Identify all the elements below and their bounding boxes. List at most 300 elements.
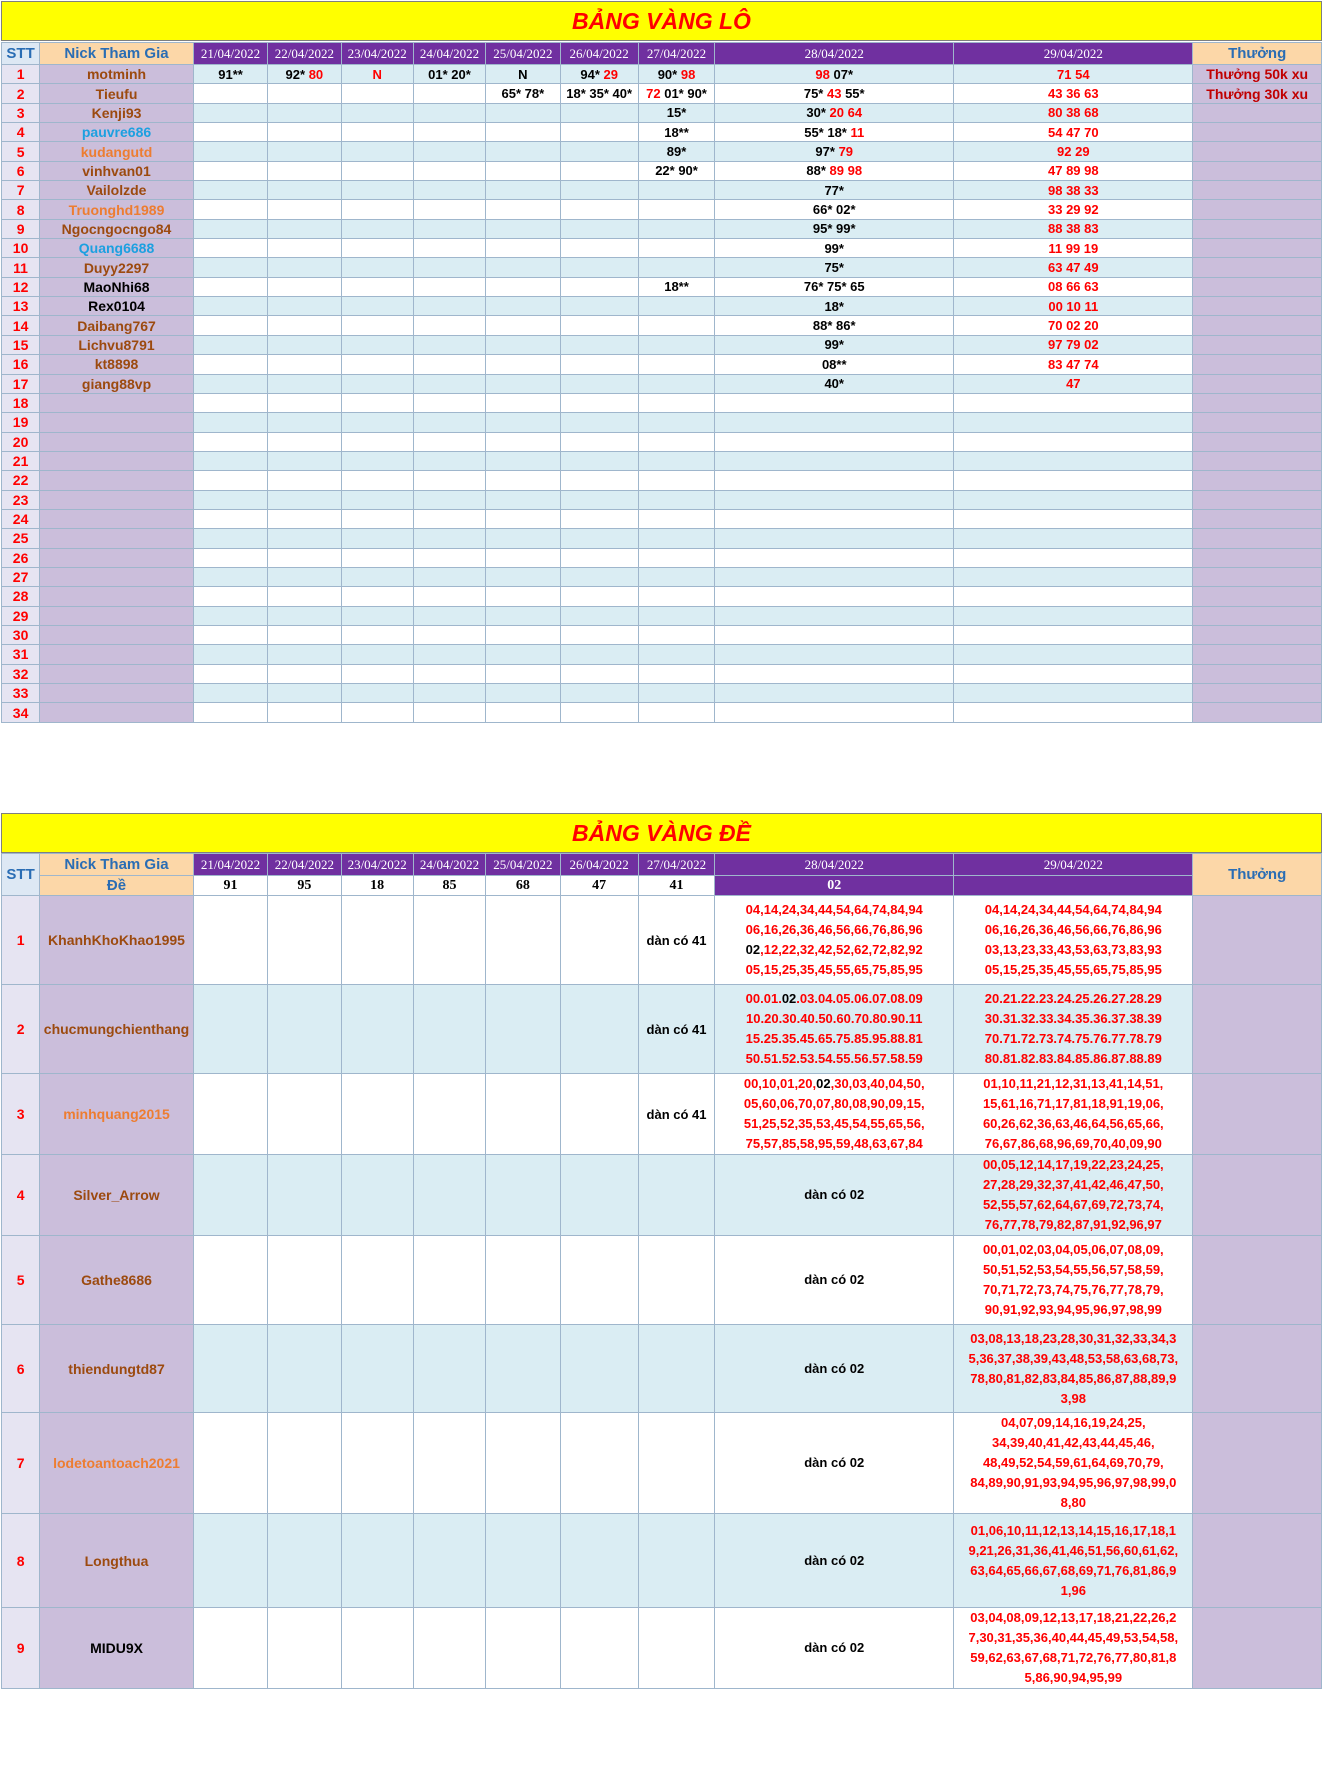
player-nick[interactable]: minhquang2015 xyxy=(40,1074,194,1155)
table-row xyxy=(2,219,1322,238)
cell-value: 76* 75* 65 xyxy=(803,279,865,295)
pick-cell xyxy=(486,1155,560,1236)
cell-value: 89* xyxy=(666,144,687,160)
pick-cell xyxy=(715,103,954,122)
player-nick[interactable] xyxy=(40,413,194,432)
pick-cell xyxy=(638,664,714,683)
player-nick[interactable]: Kenji93 xyxy=(40,103,194,122)
player-nick[interactable]: KhanhKhoKhao1995 xyxy=(40,896,194,985)
player-nick[interactable]: Daibang767 xyxy=(40,316,194,335)
pick-cell xyxy=(954,355,1193,374)
pick-cell xyxy=(560,587,638,606)
pick-cell xyxy=(341,1236,413,1325)
row-number: 14 xyxy=(2,316,40,335)
cell-value: 80 xyxy=(308,66,324,82)
player-nick[interactable]: Quang6688 xyxy=(40,239,194,258)
pick-cell xyxy=(341,413,413,432)
cell-value: dàn có 02 xyxy=(804,1455,865,1470)
cell-value: 08** xyxy=(821,356,847,372)
pick-cell xyxy=(715,355,954,374)
player-nick[interactable] xyxy=(40,645,194,664)
cell-value: 00.01. xyxy=(745,991,782,1006)
pick-cell xyxy=(268,606,341,625)
cell-value: ,12,22,32,42,52,62,72,82,92 05,15,25,35,45,55,65,75,85,95 xyxy=(745,942,923,977)
table-row xyxy=(2,509,1322,528)
pick-cell xyxy=(193,529,267,548)
cell-value: 18* 35* 40* xyxy=(566,86,633,102)
pick-cell xyxy=(341,1155,413,1236)
pick-cell: 20.21.22.23.24.25.26.27.28.29 30.31.32.33.34.35.36.37.38.39 70.71.72.73.74.75.76.77.78.79 80.81.82.83.84.85.86.87.88.89 xyxy=(954,985,1193,1074)
table-row xyxy=(2,1155,1322,1236)
header-nick: Nick Tham Gia xyxy=(40,854,194,876)
pick-cell xyxy=(954,606,1193,625)
cell-value: 01* 20* xyxy=(428,66,471,82)
row-number: 2 xyxy=(2,84,40,103)
player-nick[interactable] xyxy=(40,703,194,722)
table-row xyxy=(2,393,1322,412)
cell-value: dàn có 02 xyxy=(804,1272,865,1287)
pick-cell xyxy=(268,181,341,200)
pick-cell xyxy=(193,103,267,122)
pick-cell: 03,08,13,18,23,28,30,31,32,33,34,3 5,36,37,38,39,43,48,53,58,63,68,73, 78,80,81,82,83,84,85,86,87,88,89,9 3,98 xyxy=(954,1325,1193,1413)
pick-cell xyxy=(486,985,560,1074)
pick-cell: 00,01,02,03,04,05,06,07,08,09, 50,51,52,53,54,55,56,57,58,59, 70,71,72,73,74,75,76,77,78,79, 90,91,92,93,94,95,96,97,98,99 xyxy=(954,1236,1193,1325)
cell-value: 95* 99* xyxy=(812,221,856,237)
cell-value: 04,14,24,34,44,54,64,74,84,94 06,16,26,36,46,56,66,76,86,96 xyxy=(745,902,923,937)
pick-cell xyxy=(193,142,267,161)
header-date: 21/04/2022 xyxy=(193,43,267,65)
row-number: 21 xyxy=(2,451,40,470)
reward-cell xyxy=(1193,181,1322,200)
header-date: 24/04/2022 xyxy=(413,43,485,65)
header-date: 29/04/2022 xyxy=(954,854,1193,876)
pick-cell xyxy=(193,490,267,509)
header-date: 25/04/2022 xyxy=(486,854,560,876)
cell-value: 18** xyxy=(664,279,689,295)
cell-value: 89 98 xyxy=(829,163,863,179)
pick-cell xyxy=(486,587,560,606)
pick-cell xyxy=(715,684,954,703)
pick-cell: dàn có 41 xyxy=(638,985,714,1074)
pick-cell xyxy=(341,509,413,528)
row-number: 30 xyxy=(2,625,40,644)
player-nick[interactable]: Longthua xyxy=(40,1514,194,1608)
pick-cell xyxy=(413,985,485,1074)
pick-cell xyxy=(560,1074,638,1155)
table-row xyxy=(2,123,1322,142)
cell-value: N xyxy=(372,66,382,82)
player-nick[interactable] xyxy=(40,432,194,451)
pick-cell xyxy=(193,606,267,625)
pick-cell xyxy=(486,548,560,567)
table-row xyxy=(2,896,1322,985)
cell-value: 92* xyxy=(285,66,309,82)
header-stt: STT xyxy=(2,43,40,65)
pick-cell xyxy=(715,625,954,644)
player-nick[interactable] xyxy=(40,471,194,490)
player-nick[interactable] xyxy=(40,606,194,625)
pick-cell xyxy=(486,1608,560,1689)
pick-cell xyxy=(560,123,638,142)
pick-cell xyxy=(638,548,714,567)
player-nick[interactable]: kudangutd xyxy=(40,142,194,161)
pick-cell xyxy=(638,200,714,219)
pick-cell xyxy=(638,1514,714,1608)
pick-cell xyxy=(268,1608,341,1689)
reward-cell xyxy=(1193,277,1322,296)
row-number: 20 xyxy=(2,432,40,451)
cell-value: 55* 18* xyxy=(804,124,851,140)
reward-cell xyxy=(1193,1608,1322,1689)
reward-cell xyxy=(1193,606,1322,625)
pick-cell xyxy=(638,374,714,393)
header-date: 27/04/2022 xyxy=(638,854,714,876)
row-number: 1 xyxy=(2,65,40,84)
pick-cell xyxy=(638,587,714,606)
pick-cell xyxy=(341,142,413,161)
pick-cell xyxy=(954,567,1193,586)
cell-value: 02 xyxy=(781,991,797,1006)
row-number: 6 xyxy=(2,1325,40,1413)
reward-cell xyxy=(1193,587,1322,606)
pick-cell xyxy=(268,490,341,509)
pick-cell xyxy=(638,84,714,103)
row-number: 15 xyxy=(2,335,40,354)
pick-cell xyxy=(638,181,714,200)
pick-cell xyxy=(193,181,267,200)
player-nick[interactable] xyxy=(40,548,194,567)
pick-cell: dàn có 41 xyxy=(638,1074,714,1155)
player-nick[interactable]: Gathe8686 xyxy=(40,1236,194,1325)
pick-cell xyxy=(268,239,341,258)
header-date: 27/04/2022 xyxy=(638,43,714,65)
pick-cell xyxy=(638,65,714,84)
pick-cell xyxy=(954,316,1193,335)
table-row xyxy=(2,625,1322,644)
pick-cell xyxy=(638,529,714,548)
player-nick[interactable] xyxy=(40,529,194,548)
cell-value: 02 xyxy=(745,942,761,957)
player-nick[interactable]: Lichvu8791 xyxy=(40,335,194,354)
cell-value: 00 10 11 xyxy=(1048,298,1099,314)
pick-cell xyxy=(715,123,954,142)
pick-cell xyxy=(268,1514,341,1608)
pick-cell xyxy=(486,219,560,238)
pick-cell xyxy=(413,1236,485,1325)
table-row xyxy=(2,200,1322,219)
cell-value: 71 54 xyxy=(1057,66,1090,82)
row-number: 34 xyxy=(2,703,40,722)
reward-cell xyxy=(1193,684,1322,703)
table-row xyxy=(2,142,1322,161)
table-row xyxy=(2,297,1322,316)
header-date: 21/04/2022 xyxy=(193,854,267,876)
player-nick[interactable] xyxy=(40,684,194,703)
cell-value: 33 29 92 xyxy=(1048,202,1099,218)
row-number: 17 xyxy=(2,374,40,393)
player-nick[interactable]: Rex0104 xyxy=(40,297,194,316)
reward-cell xyxy=(1193,1514,1322,1608)
cell-value: 80 38 68 xyxy=(1048,105,1099,121)
pick-cell xyxy=(560,529,638,548)
pick-cell xyxy=(486,645,560,664)
cell-value: 99* xyxy=(824,240,844,256)
player-nick[interactable] xyxy=(40,587,194,606)
pick-cell xyxy=(715,65,954,84)
player-nick[interactable]: kt8898 xyxy=(40,355,194,374)
reward-cell xyxy=(1193,432,1322,451)
pick-cell xyxy=(560,606,638,625)
reward-cell xyxy=(1193,1236,1322,1325)
pick-cell: 03,04,08,09,12,13,17,18,21,22,26,2 7,30,31,35,36,40,44,45,49,53,54,58, 59,62,63,67,68,71,72,76,77,80,81,8 5,86,90,94,95,99 xyxy=(954,1608,1193,1689)
cell-value: 72 xyxy=(646,86,665,102)
header-date: 22/04/2022 xyxy=(268,854,341,876)
pick-cell xyxy=(193,1413,267,1514)
de-result: 18 xyxy=(341,876,413,896)
pick-cell xyxy=(954,181,1193,200)
pick-cell xyxy=(638,297,714,316)
pick-cell xyxy=(486,181,560,200)
pick-cell xyxy=(193,1074,267,1155)
pick-cell xyxy=(715,471,954,490)
cell-value: 29 xyxy=(603,66,618,82)
pick-cell xyxy=(638,1413,714,1514)
pick-cell xyxy=(560,297,638,316)
pick-cell xyxy=(268,374,341,393)
pick-cell xyxy=(268,355,341,374)
de-result: 41 xyxy=(638,876,714,896)
reward-cell xyxy=(1193,645,1322,664)
pick-cell xyxy=(560,1608,638,1689)
cell-value: 18** xyxy=(664,124,689,140)
player-nick[interactable] xyxy=(40,393,194,412)
pick-cell xyxy=(413,1074,485,1155)
pick-cell xyxy=(413,1608,485,1689)
row-number: 11 xyxy=(2,258,40,277)
reward-cell xyxy=(1193,393,1322,412)
pick-cell xyxy=(638,1236,714,1325)
player-nick[interactable]: Tieufu xyxy=(40,84,194,103)
header-stt: STT xyxy=(2,854,40,896)
cell-value: 22* 90* xyxy=(655,163,698,179)
pick-cell xyxy=(715,664,954,683)
player-nick[interactable]: Duyy2297 xyxy=(40,258,194,277)
pick-cell xyxy=(638,1608,714,1689)
player-nick[interactable] xyxy=(40,664,194,683)
reward-cell xyxy=(1193,1325,1322,1413)
pick-cell xyxy=(413,374,485,393)
table-row xyxy=(2,587,1322,606)
player-nick[interactable]: MIDU9X xyxy=(40,1608,194,1689)
pick-cell xyxy=(954,161,1193,180)
pick-cell xyxy=(268,219,341,238)
pick-cell xyxy=(715,645,954,664)
player-nick[interactable]: Truonghd1989 xyxy=(40,200,194,219)
pick-cell xyxy=(341,1514,413,1608)
pick-cell xyxy=(268,200,341,219)
reward-cell xyxy=(1193,1074,1322,1155)
pick-cell xyxy=(560,451,638,470)
pick-cell xyxy=(638,451,714,470)
pick-cell xyxy=(954,703,1193,722)
pick-cell xyxy=(193,297,267,316)
cell-value: 79 xyxy=(838,144,854,160)
pick-cell xyxy=(715,200,954,219)
pick-cell xyxy=(715,432,954,451)
pick-cell xyxy=(413,335,485,354)
cell-value: 97 79 02 xyxy=(1048,337,1099,353)
player-nick[interactable] xyxy=(40,625,194,644)
header-de: Đề xyxy=(40,876,194,896)
cell-value: dàn có 02 xyxy=(804,1360,865,1376)
cell-value: 43 36 63 xyxy=(1048,86,1099,102)
row-number: 16 xyxy=(2,355,40,374)
pick-cell xyxy=(413,684,485,703)
cell-value: 98 xyxy=(680,66,696,82)
pick-cell xyxy=(715,413,954,432)
row-number: 5 xyxy=(2,142,40,161)
pick-cell xyxy=(954,200,1193,219)
player-nick[interactable] xyxy=(40,567,194,586)
de-title: BẢNG VÀNG ĐỀ xyxy=(1,813,1322,853)
player-nick[interactable]: pauvre686 xyxy=(40,123,194,142)
pick-cell xyxy=(193,258,267,277)
row-number: 8 xyxy=(2,200,40,219)
pick-cell xyxy=(268,297,341,316)
pick-cell xyxy=(341,277,413,296)
pick-cell xyxy=(954,258,1193,277)
cell-value: 20 64 xyxy=(829,105,863,121)
player-nick[interactable]: Silver_Arrow xyxy=(40,1155,194,1236)
pick-cell xyxy=(954,684,1193,703)
pick-cell xyxy=(413,142,485,161)
row-number: 25 xyxy=(2,529,40,548)
pick-cell: 00,05,12,14,17,19,22,23,24,25, 27,28,29,32,37,41,42,46,47,50, 52,55,57,62,64,67,69,72,73,74, 76,77,78,79,82,87,91,92,96,97 xyxy=(954,1155,1193,1236)
cell-value: 01* 90* xyxy=(664,86,707,102)
pick-cell xyxy=(954,239,1193,258)
pick-cell xyxy=(715,509,954,528)
table-row xyxy=(2,703,1322,722)
pick-cell xyxy=(193,684,267,703)
pick-cell xyxy=(954,84,1193,103)
player-nick[interactable]: Ngocngocngo84 xyxy=(40,219,194,238)
pick-cell xyxy=(954,625,1193,644)
pick-cell xyxy=(193,393,267,412)
player-nick[interactable]: giang88vp xyxy=(40,374,194,393)
table-row xyxy=(2,664,1322,683)
row-number: 12 xyxy=(2,277,40,296)
pick-cell xyxy=(413,84,485,103)
player-nick[interactable]: lodetoantoach2021 xyxy=(40,1413,194,1514)
pick-cell xyxy=(954,335,1193,354)
pick-cell xyxy=(413,181,485,200)
header-date: 24/04/2022 xyxy=(413,854,485,876)
player-nick[interactable]: MaoNhi68 xyxy=(40,277,194,296)
pick-cell xyxy=(341,1074,413,1155)
table-row xyxy=(2,451,1322,470)
pick-cell xyxy=(413,1325,485,1413)
player-nick[interactable]: Vailolzde xyxy=(40,181,194,200)
player-nick[interactable] xyxy=(40,451,194,470)
pick-cell xyxy=(268,1074,341,1155)
cell-value: 77* xyxy=(824,182,844,198)
pick-cell xyxy=(413,65,485,84)
pick-cell xyxy=(715,1608,954,1689)
table-row xyxy=(2,985,1322,1074)
pick-cell xyxy=(486,684,560,703)
pick-cell xyxy=(413,1155,485,1236)
player-nick[interactable]: vinhvan01 xyxy=(40,161,194,180)
pick-cell xyxy=(341,587,413,606)
de-result: 68 xyxy=(486,876,560,896)
pick-cell xyxy=(193,1608,267,1689)
pick-cell xyxy=(560,548,638,567)
pick-cell xyxy=(638,316,714,335)
pick-cell xyxy=(193,84,267,103)
reward-cell: Thưởng 30k xu xyxy=(1193,84,1322,103)
pick-cell xyxy=(193,123,267,142)
player-nick[interactable]: motminh xyxy=(40,65,194,84)
pick-cell xyxy=(486,490,560,509)
cell-value: 47 89 98 xyxy=(1048,163,1099,179)
pick-cell xyxy=(560,645,638,664)
player-nick[interactable] xyxy=(40,490,194,509)
row-number: 8 xyxy=(2,1514,40,1608)
cell-value: .03.04.05.06.07.08.09 10.20.30.40.50.60.70.80.90.11 15.25.35.45.65.75.85.95.88.81 50.51.52.53.54.55.56.57.58.59 xyxy=(745,991,923,1066)
player-nick[interactable]: chucmungchienthang xyxy=(40,985,194,1074)
pick-cell xyxy=(715,316,954,335)
pick-cell xyxy=(341,219,413,238)
row-number: 2 xyxy=(2,985,40,1074)
pick-cell xyxy=(638,684,714,703)
pick-cell xyxy=(954,490,1193,509)
de-result: 02 xyxy=(715,876,954,896)
cell-value: ,30,03,40,04,50, 05,60,06,70,07,80,08,90,09,15, 51,25,52,35,53,45,54,55,65,56, 75,57,85,58,95,59,48,63,67,84 xyxy=(743,1076,925,1151)
row-number: 28 xyxy=(2,587,40,606)
pick-cell xyxy=(193,703,267,722)
pick-cell xyxy=(268,625,341,644)
pick-cell xyxy=(560,471,638,490)
pick-cell xyxy=(193,335,267,354)
cell-value: 65* 78* xyxy=(501,86,545,102)
pick-cell xyxy=(486,393,560,412)
pick-cell xyxy=(715,567,954,586)
pick-cell xyxy=(638,277,714,296)
cell-value: 54 47 70 xyxy=(1048,124,1099,140)
pick-cell xyxy=(560,277,638,296)
player-nick[interactable] xyxy=(40,509,194,528)
pick-cell xyxy=(413,509,485,528)
pick-cell xyxy=(413,393,485,412)
pick-cell xyxy=(268,84,341,103)
row-number: 9 xyxy=(2,219,40,238)
pick-cell xyxy=(638,335,714,354)
pick-cell xyxy=(193,1514,267,1608)
pick-cell xyxy=(193,374,267,393)
pick-cell xyxy=(486,1325,560,1413)
pick-cell xyxy=(715,277,954,296)
pick-cell xyxy=(560,335,638,354)
reward-cell xyxy=(1193,219,1322,238)
pick-cell xyxy=(715,1074,954,1155)
pick-cell: 01,10,11,21,12,31,13,41,14,51, 15,61,16,71,17,81,18,91,19,06, 60,26,62,36,63,46,64,56,65,66, 76,67,86,68,96,69,70,40,09,90 xyxy=(954,1074,1193,1155)
pick-cell xyxy=(193,1325,267,1413)
pick-cell xyxy=(341,432,413,451)
pick-cell xyxy=(341,1325,413,1413)
player-nick[interactable]: thiendungtd87 xyxy=(40,1325,194,1413)
pick-cell xyxy=(413,606,485,625)
pick-cell xyxy=(268,703,341,722)
